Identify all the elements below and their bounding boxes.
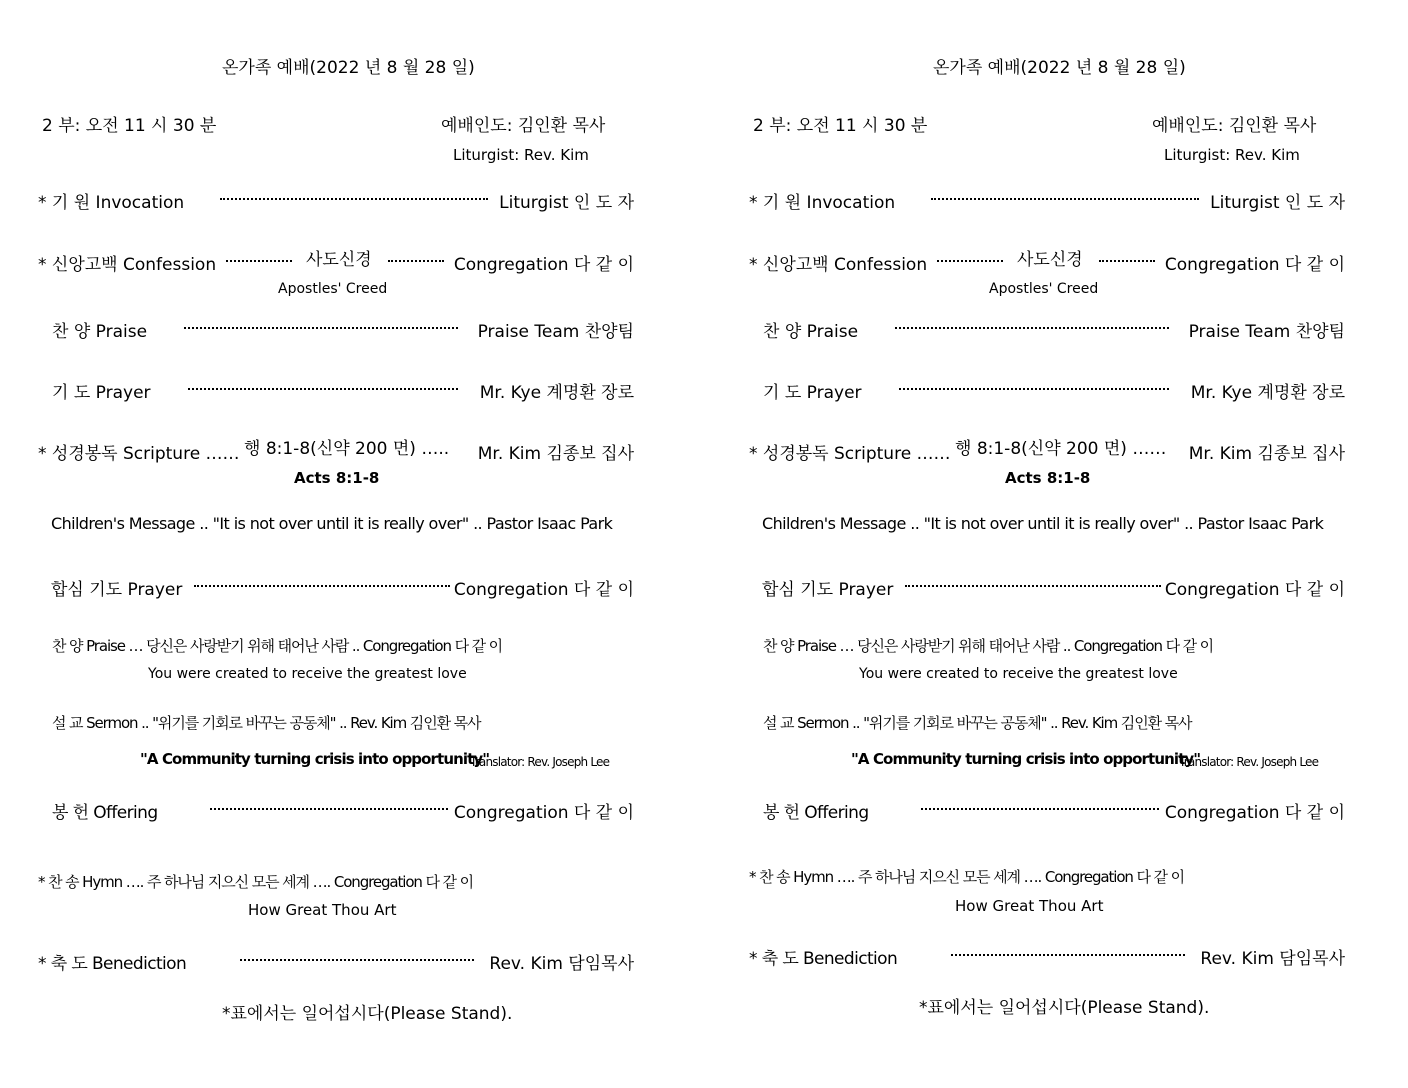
order-row-benediction [38, 949, 634, 974]
confession-english: Apostles' Creed [278, 281, 388, 297]
worship-leader: 예배인도: 김인환 목사 [1152, 116, 1317, 136]
row-person: Rev. Kim 담임목사 [489, 954, 634, 974]
leader-dots [240, 959, 474, 961]
order-row-hymn: * 찬 송 Hymn …. 주 하나님 지으신 모든 세계 …. Congregation 다 같 이 [749, 868, 1184, 886]
order-row-scripture [38, 439, 634, 464]
stand-note: *표에서는 일어섭시다(Please Stand). [222, 1004, 513, 1024]
row-label: * 축 도 Benediction [749, 949, 898, 969]
row-person: Congregation 다 같 이 [1164, 255, 1345, 275]
order-row-confession [38, 250, 634, 275]
leader-dots [937, 260, 1003, 262]
praise-song-english: You were created to receive the greatest love [148, 666, 467, 682]
row-person: Praise Team 찬양팀 [1188, 322, 1345, 342]
order-row-invocation [749, 188, 1345, 213]
row-label: 찬 양 Praise [763, 322, 859, 342]
order-row-prayer [749, 378, 1345, 403]
translator: Translator: Rev. Joseph Lee [470, 755, 610, 769]
scripture-english: Acts 8:1-8 [294, 469, 380, 487]
liturgist-line: Liturgist: Rev. Kim [453, 146, 589, 164]
row-label: 기 도 Prayer [763, 383, 862, 403]
order-row-offering [749, 798, 1345, 823]
order-row-invocation [38, 188, 634, 213]
row-label: * 성경봉독 Scripture …… [749, 444, 951, 464]
order-row-confession [749, 250, 1345, 275]
row-person: Mr. Kim 김종보 집사 [477, 444, 634, 464]
row-label: * 신앙고백 Confession [38, 255, 217, 275]
sermon-english-title: "A Community turning crisis into opportunity" [851, 750, 1201, 768]
leader-dots [895, 327, 1169, 329]
order-row-sermon: 설 교 Sermon .. "위기를 기회로 바꾸는 공동체" .. Rev. Kim 김인환 목사 [763, 714, 1192, 732]
row-person: Rev. Kim 담임목사 [1200, 949, 1345, 969]
leader-dots [1099, 260, 1155, 262]
stand-note: *표에서는 일어섭시다(Please Stand). [919, 998, 1210, 1018]
service-time: 2 부: 오전 11 시 30 분 [42, 116, 217, 136]
leader-dots [184, 327, 458, 329]
row-label: 기 도 Prayer [52, 383, 151, 403]
row-label: * 신앙고백 Confession [749, 255, 928, 275]
row-label: * 기 원 Invocation [38, 193, 185, 213]
worship-leader: 예배인도: 김인환 목사 [441, 116, 606, 136]
row-person: Liturgist 인 도 자 [1210, 193, 1345, 213]
childrens-message: Children's Message .. "It is not over until it is really over" .. Pastor Isaac Park [51, 514, 613, 533]
order-row-praise-song: 찬 양 Praise … 당신은 사랑받기 위해 태어난 사람 .. Congregation 다 같 이 [52, 637, 503, 655]
row-label: * 축 도 Benediction [38, 954, 187, 974]
row-label: 봉 헌 Offering [763, 803, 869, 823]
row-label: 찬 양 Praise [52, 322, 148, 342]
row-person: Congregation 다 같 이 [453, 255, 634, 275]
page-title: 온가족 예배(2022 년 8 월 28 일) [933, 58, 1186, 78]
praise-song-english: You were created to receive the greatest love [859, 666, 1178, 682]
scripture-reference: 행 8:1-8(신약 200 면) ….. [244, 439, 450, 459]
order-row-benediction [749, 944, 1345, 969]
order-row-prayer [38, 378, 634, 403]
confession-english: Apostles' Creed [989, 281, 1099, 297]
leader-dots [188, 388, 458, 390]
row-item: 사도신경 [306, 250, 372, 270]
leader-dots [951, 954, 1185, 956]
row-person: Mr. Kim 김종보 집사 [1188, 444, 1345, 464]
page-title: 온가족 예배(2022 년 8 월 28 일) [222, 58, 475, 78]
row-label: * 기 원 Invocation [749, 193, 896, 213]
order-row-praise-song: 찬 양 Praise … 당신은 사랑받기 위해 태어난 사람 .. Congregation 다 같 이 [763, 637, 1214, 655]
row-label: 합심 기도 Prayer [762, 580, 894, 600]
row-person: Congregation 다 같 이 [453, 580, 634, 600]
liturgist-line: Liturgist: Rev. Kim [1164, 146, 1300, 164]
leader-dots [220, 198, 488, 200]
row-label: * 성경봉독 Scripture …… [38, 444, 240, 464]
hymn-english: How Great Thou Art [248, 901, 397, 919]
order-row-scripture [749, 439, 1345, 464]
sermon-english-title: "A Community turning crisis into opportunity" [140, 750, 490, 768]
row-person: Praise Team 찬양팀 [477, 322, 634, 342]
row-person: Mr. Kye 계명환 장로 [479, 383, 634, 403]
scripture-reference: 행 8:1-8(신약 200 면) …… [955, 439, 1167, 459]
service-time: 2 부: 오전 11 시 30 분 [753, 116, 928, 136]
leader-dots [210, 808, 448, 810]
hymn-english: How Great Thou Art [955, 897, 1104, 915]
row-person: Congregation 다 같 이 [1164, 580, 1345, 600]
row-person: Liturgist 인 도 자 [499, 193, 634, 213]
order-row-unison-prayer [749, 575, 1345, 600]
row-person: Mr. Kye 계명환 장로 [1190, 383, 1345, 403]
order-row-praise [749, 317, 1345, 342]
row-item: 사도신경 [1017, 250, 1083, 270]
row-label: 합심 기도 Prayer [51, 580, 183, 600]
leader-dots [226, 260, 292, 262]
row-person: Congregation 다 같 이 [453, 803, 634, 823]
leader-dots [899, 388, 1169, 390]
translator: Translator: Rev. Joseph Lee [1179, 755, 1319, 769]
order-row-offering [38, 798, 634, 823]
childrens-message: Children's Message .. "It is not over until it is really over" .. Pastor Isaac Park [762, 514, 1324, 533]
row-label: 봉 헌 Offering [52, 803, 158, 823]
leader-dots [921, 808, 1159, 810]
bulletin-page-right [711, 0, 1408, 1088]
order-row-praise [38, 317, 634, 342]
row-person: Congregation 다 같 이 [1164, 803, 1345, 823]
leader-dots [194, 585, 450, 587]
leader-dots [905, 585, 1161, 587]
scripture-english: Acts 8:1-8 [1005, 469, 1091, 487]
order-row-unison-prayer [38, 575, 634, 600]
order-row-hymn: * 찬 송 Hymn …. 주 하나님 지으신 모든 세계 …. Congregation 다 같 이 [38, 873, 473, 891]
leader-dots [931, 198, 1199, 200]
order-row-sermon: 설 교 Sermon .. "위기를 기회로 바꾸는 공동체" .. Rev. Kim 김인환 목사 [52, 714, 481, 732]
leader-dots [388, 260, 444, 262]
